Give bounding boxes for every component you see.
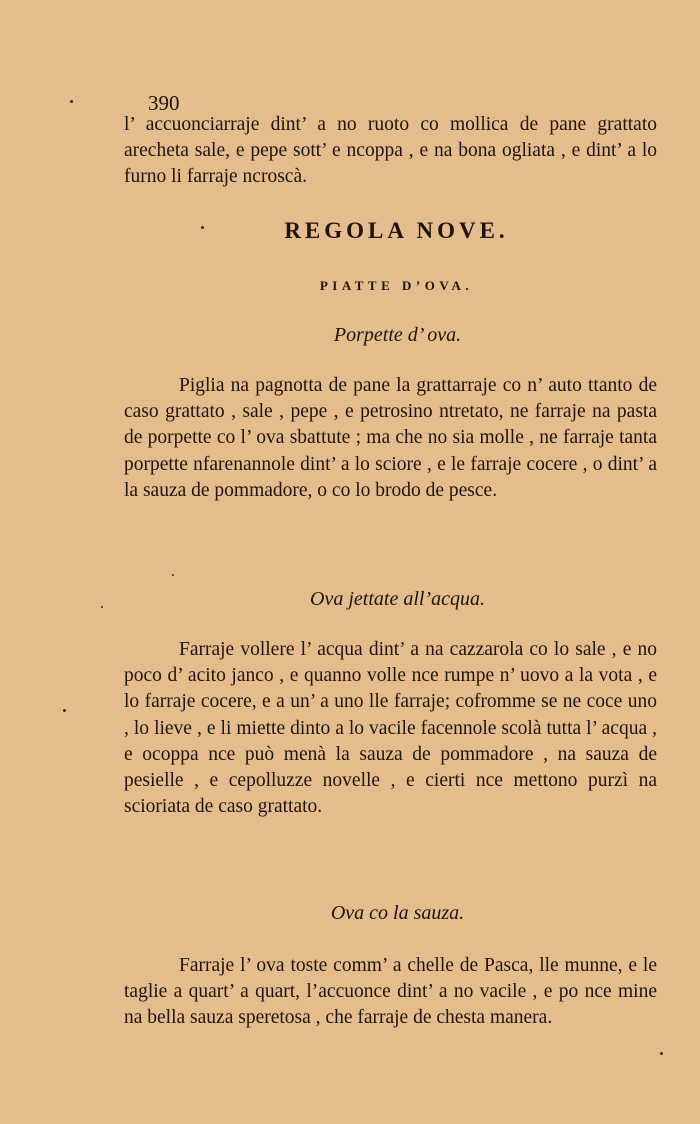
print-speck: [660, 1052, 663, 1055]
recipe-text-porpette: Piglia na pagnotta de pane la grattarraje co n’ auto ttanto de caso grattato , sale , pepe , e petrosino ntretato, ne farraje na pasta de porpette co l’ ova sbattute ; ma che no sia molle , ne farraje tanta porpette nfarenannole dint’ a lo sciore , e le farraje cocere , o dint’ a la sauza de pommadore, o co lo brodo de pesce.: [124, 375, 657, 501]
recipe-text-ova-jettate: Farraje vollere l’ acqua dint’ a na cazzarola co lo sale , e no poco d’ acito janco , e quanno volle nce rumpe n’ uovo a la vota , e lo farraje cocere, e a un’ a uno lle farraje; cofromme se ne coce uno , lo lieve , e li miette dinto a lo vacile facennole scolà tutta l’ acqua , e ocoppa nce può menà la sauza de pommadore , na sauza de pesielle , e cepolluzze novelle , e cierti nce mettono purzì na scioriata de caso grattato.: [124, 639, 657, 818]
recipe-title-ova-jettate: Ova jettate all’acqua.: [310, 588, 485, 610]
print-speck: [63, 709, 66, 712]
print-speck: [201, 226, 204, 229]
lead-paragraph: l’ accuonciarraje dint’ a no ruoto co mollica de pane grattato arecheta sale, e pepe sott’ e ncoppa , e na bona ogliata , e dint’ a lo furno li farraje ncroscà.: [124, 114, 657, 188]
recipe-title-ova-sauza: Ova co la sauza.: [330, 902, 465, 924]
recipe-title-porpette: Porpette d’ ova.: [333, 324, 462, 346]
print-speck: [101, 606, 103, 608]
print-speck: [172, 574, 174, 576]
section-title: PIATTE D’OVA.: [319, 278, 474, 293]
page-number: 390: [148, 91, 180, 115]
chapter-title: REGOLA NOVE.: [284, 218, 509, 243]
print-speck: [70, 100, 73, 103]
recipe-text-ova-sauza: Farraje l’ ova toste comm’ a chelle de Pasca, lle munne, e le taglie a quart’ a quart, l’accuonce dint’ a no vacile , e po nce mine na bella sauza speretosa , che farraje de chesta manera.: [124, 955, 657, 1029]
